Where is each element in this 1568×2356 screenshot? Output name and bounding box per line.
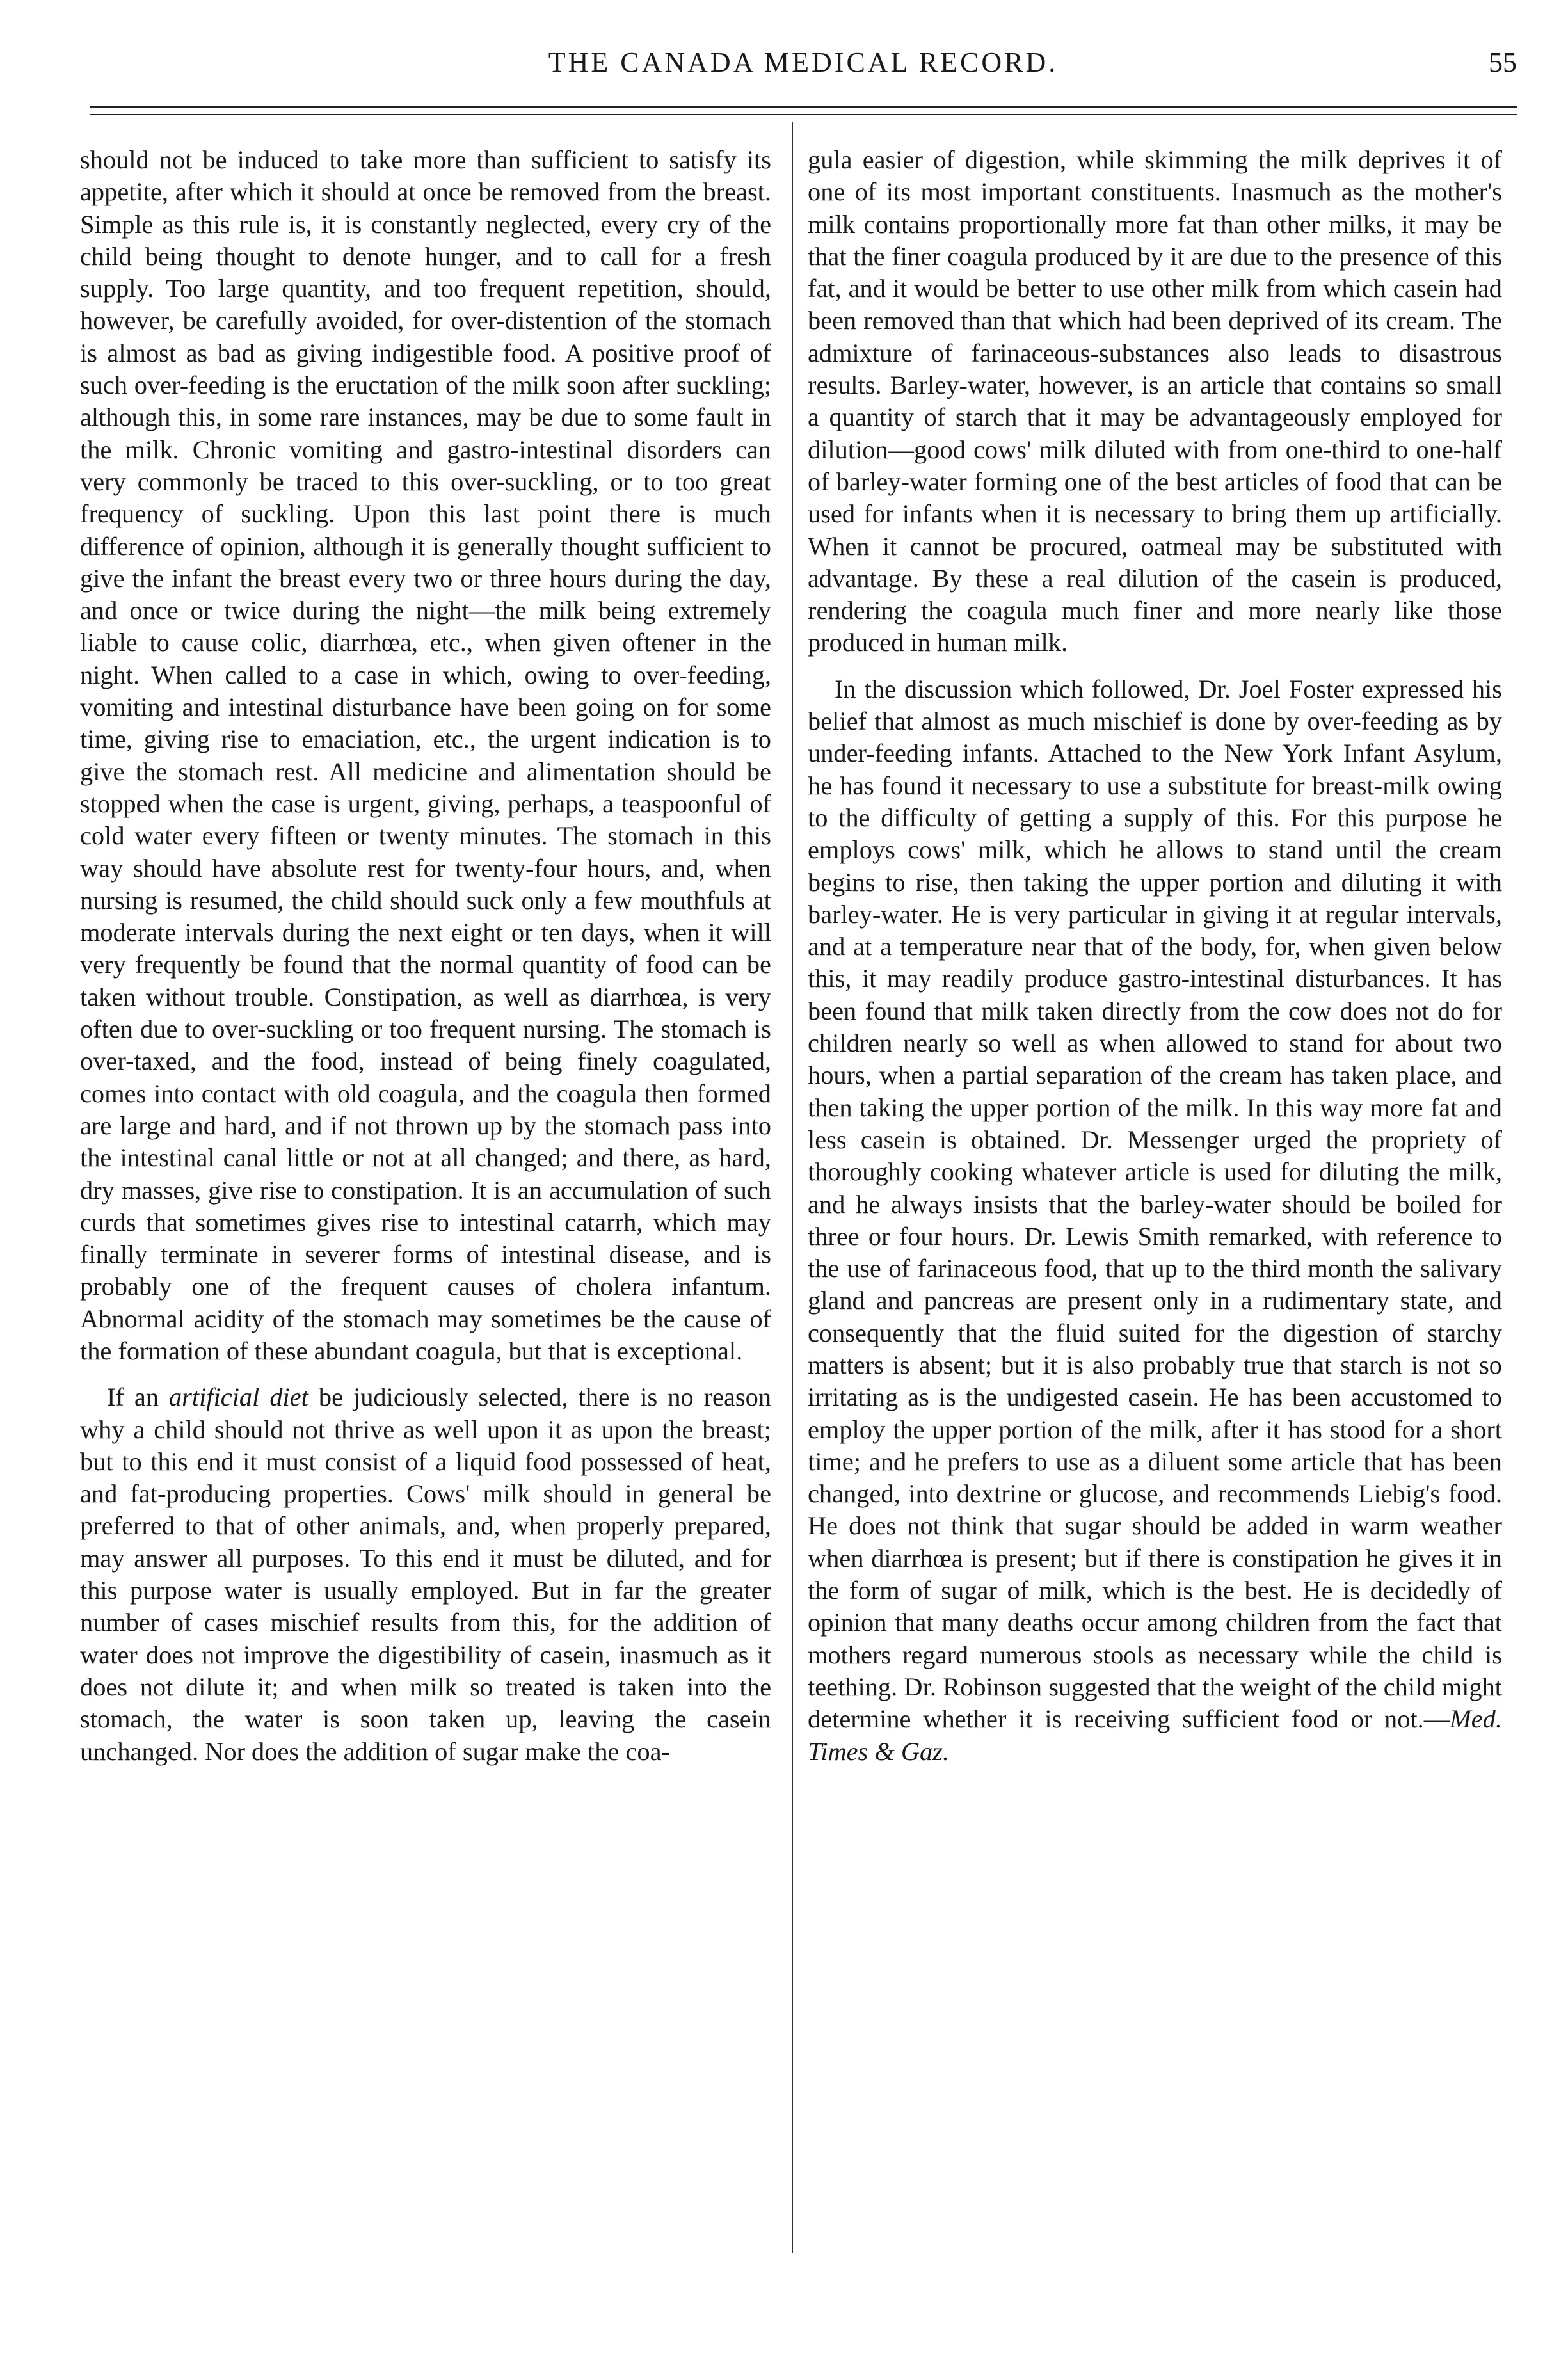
column-divider [792, 122, 793, 2253]
right-paragraph-1: gula easier of digestion, while skimming the milk deprives it of one of its most important constituents. Inasmuch as the mother's milk contains proportionally more fat than other milks, it may be that the finer coagula produced by it are due to the presence of this fat, and it would be better to use other milk from which casein had been removed than that which had been deprived of its cream. The admixture of farinaceous-substances also leads to disastrous results. Barley-water, however, is an article that contains so small a quantity of starch that it may be advantageously employed for dilution—good cows' milk diluted with from one-third to one-half of barley-water forming one of the best articles of food that can be used for infants when it is necessary to bring them up artificially. When it cannot be procured, oatmeal may be substituted with advantage. By these a real dilution of the casein is produced, rendering the coagula much finer and more nearly like those produced in human milk. [808, 145, 1502, 657]
left-paragraph-2-lead: If an [107, 1382, 169, 1412]
header-rule-thin [90, 114, 1517, 115]
citation: Med. Times & Gaz. [808, 1704, 1502, 1766]
left-paragraph-1: should not be induced to take more than sufficient to satisfy its appetite, after which it should at once be removed from the breast. Simple as this rule is, it is constantly neglected, every cry of the child being thought to denote hunger, and to call for a fresh supply. Too large quantity, and too frequent repetition, should, however, be carefully avoided, for over-distention of the stomach is almost as bad as giving indigestible food. A positive proof of such over-feeding is the eructation of the milk soon after suckling; although this, in some rare instances, may be due to some fault in the milk. Chronic vomiting and gastro-intestinal disorders can very commonly be traced to this over-suckling, or to too great frequency of suckling. Upon this last point there is much difference of opinion, although it is generally thought sufficient to give the infant the breast every two or three hours during the day, and once or twice during the night—the milk being extremely liable to cause colic, diarrhœa, etc., when given oftener in the night. When called to a case in which, owing to over-feeding, vomiting and intestinal disturbance have been going on for some time, giving rise to emaciation, etc., the urgent indication is to give the stomach rest. All medicine and alimentation should be stopped when the case is urgent, giving, perhaps, a teaspoonful of cold water every fifteen or twenty minutes. The stomach in this way should have absolute rest for twenty-four hours, and, when nursing is resumed, the child should suck only a few mouthfuls at moderate intervals during the next eight or ten days, when it will very frequently be found that the normal quantity of food can be taken without trouble. Constipation, as well as diarrhœa, is very often due to over-suckling or too frequent nursing. The stomach is over-taxed, and the food, instead of being finely coagulated, comes into contact with old coagula, and the coagula then formed are large and hard, and if not thrown up by the stomach pass into the intestinal canal little or not at all changed; and there, as hard, dry masses, give rise to constipation. It is an accumulation of such curds that sometimes gives rise to intestinal catarrh, which may finally terminate in severer forms of intestinal disease, and is probably one of the frequent causes of cholera infantum. Abnormal acidity of the stomach may sometimes be the cause of the formation of these abundant coagula, but that is exceptional. [80, 145, 771, 1365]
left-paragraph-2-rest: be judiciously selected, there is no reason why a child should not thrive as well upon it as upon the breast; but to this end it must consist of a liquid food possessed of heat, and fat-producing properties. Cows' milk should in general be preferred to that of other animals, and, when properly prepared, may answer all purposes. To this end it must be diluted, and for this purpose water is usually employed. But in far the greater number of cases mischief results from this, for the addition of water does not improve the digestibility of casein, inasmuch as it does not dilute it; and when milk so treated is taken into the stomach, the water is soon taken up, leaving the casein unchanged. Nor does the addition of sugar make the coa- [80, 1382, 772, 1766]
right-column [808, 144, 1502, 1768]
right-paragraph-2-text: In the discussion which followed, Dr. Joel Foster expressed his belief that almost as much mischief is done by over-feeding as by under-feeding infants. Attached to the New York Infant Asylum, he has found it necessary to use a substitute for breast-milk owing to the difficulty of getting a supply of this. For this purpose he employs cows' milk, which he allows to stand until the cream begins to rise, then taking the upper portion and diluting it with barley-water. He is very particular in giving it at regular intervals, and at a temperature near that of the body, for, when given below this, it may readily produce gastro-intestinal disturbances. It has been found that milk taken directly from the cow does not do for children nearly so well as when allowed to stand for about two hours, when a partial separation of the cream has taken place, and then taking the upper portion of the milk. In this way more fat and less casein is obtained. Dr. Messenger urged the propriety of thoroughly cooking whatever article is used for diluting the milk, and he always insists that the barley-water should be boiled for three or four hours. Dr. Lewis Smith remarked, with reference to the use of farinaceous food, that up to the third month the salivary gland and pancreas are present only in a rudimentary state, and consequently that the fluid suited for the digestion of starchy matters is absent; but it is also probably true that starch is not so irritating as is the undigested casein. He has been accustomed to employ the upper portion of the milk, after it has stood for a short time; and he prefers to use as a diluent some article that has been changed, into dextrine or glucose, and recommends Liebig's food. He does not think that sugar should be added in warm weather when diarrhœa is present; but if there is constipation he gives it in the form of sugar of milk, which is the best. He is decidedly of opinion that many deaths occur among children from the fact that mothers regard numerous stools as necessary while the child is teething. Dr. Robinson suggested that the weight of the child might determine whether it is receiving sufficient food or not.— [808, 674, 1502, 1734]
right-paragraph-2 [808, 673, 1502, 1768]
page-header [90, 46, 1517, 97]
left-paragraph-2-italic: artificial diet [168, 1382, 308, 1412]
page-number: 55 [1489, 47, 1517, 78]
left-paragraph-2 [80, 1381, 771, 1768]
left-column [80, 144, 771, 1768]
running-title: THE CANADA MEDICAL RECORD. [548, 47, 1059, 78]
header-rule-thick [90, 106, 1517, 108]
